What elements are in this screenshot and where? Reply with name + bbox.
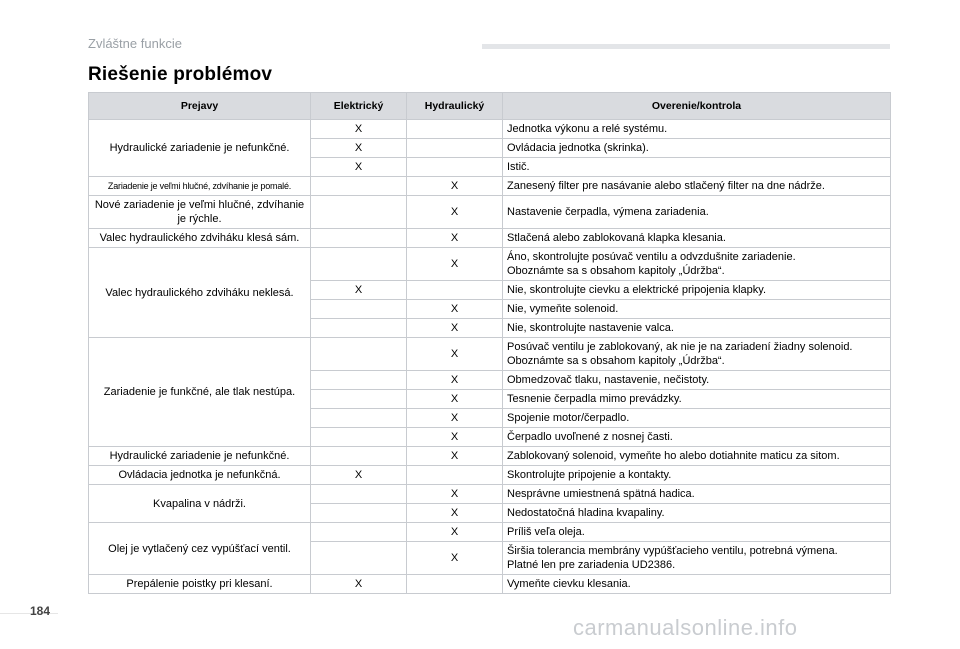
header-rule bbox=[482, 44, 890, 49]
electric-cell: X bbox=[311, 466, 407, 485]
check-text: Vymeňte cievku klesania. bbox=[507, 578, 631, 590]
column-header-check: Overenie/kontrola bbox=[503, 93, 891, 120]
hydraulic-cell: X bbox=[407, 319, 503, 338]
check-cell bbox=[503, 542, 891, 575]
column-header-symptoms: Prejavy bbox=[89, 93, 311, 120]
check-text: Obmedzovač tlaku, nastavenie, nečistoty. bbox=[507, 374, 710, 386]
electric-cell bbox=[311, 338, 407, 371]
electric-cell bbox=[311, 371, 407, 390]
check-text: Príliš veľa oleja. bbox=[507, 526, 585, 538]
table-row bbox=[89, 485, 891, 504]
hydraulic-cell: X bbox=[407, 428, 503, 447]
hydraulic-cell: X bbox=[407, 504, 503, 523]
check-cell bbox=[503, 523, 891, 542]
check-cell bbox=[503, 248, 891, 281]
check-cell bbox=[503, 229, 891, 248]
electric-cell bbox=[311, 196, 407, 229]
table-row bbox=[89, 248, 891, 281]
check-cell bbox=[503, 196, 891, 229]
hydraulic-cell: X bbox=[407, 447, 503, 466]
hydraulic-cell: X bbox=[407, 338, 503, 371]
table-row bbox=[89, 177, 891, 196]
check-text: Ovládacia jednotka (skrinka). bbox=[507, 142, 649, 154]
table-row bbox=[89, 466, 891, 485]
electric-cell bbox=[311, 390, 407, 409]
hydraulic-cell bbox=[407, 158, 503, 177]
symptom-cell: Zariadenie je funkčné, ale tlak nestúpa. bbox=[89, 338, 311, 447]
symptom-cell: Zariadenie je veľmi hlučné, zdvíhanie je pomalé. bbox=[89, 177, 311, 196]
electric-cell bbox=[311, 229, 407, 248]
check-cell bbox=[503, 428, 891, 447]
hydraulic-cell: X bbox=[407, 390, 503, 409]
hydraulic-cell: X bbox=[407, 177, 503, 196]
hydraulic-cell: X bbox=[407, 523, 503, 542]
table-row bbox=[89, 120, 891, 139]
table-row bbox=[89, 338, 891, 371]
hydraulic-cell: X bbox=[407, 300, 503, 319]
check-cell bbox=[503, 139, 891, 158]
symptom-cell: Hydraulické zariadenie je nefunkčné. bbox=[89, 447, 311, 466]
check-cell bbox=[503, 390, 891, 409]
table-row bbox=[89, 447, 891, 466]
symptom-cell: Hydraulické zariadenie je nefunkčné. bbox=[89, 120, 311, 177]
check-text: Jednotka výkonu a relé systému. bbox=[507, 123, 668, 135]
check-cell bbox=[503, 177, 891, 196]
check-text: Nie, skontrolujte nastavenie valca. bbox=[507, 322, 674, 334]
check-text: Istič. bbox=[507, 161, 530, 173]
check-text: Nastavenie čerpadla, výmena zariadenia. bbox=[507, 206, 709, 218]
check-text: Zablokovaný solenoid, vymeňte ho alebo dotiahnite maticu za sitom. bbox=[507, 450, 840, 462]
electric-cell: X bbox=[311, 281, 407, 300]
table-header-row bbox=[89, 93, 891, 120]
check-cell bbox=[503, 371, 891, 390]
electric-cell bbox=[311, 300, 407, 319]
check-text: Posúvač ventilu je zablokovaný, ak nie je na zariadení žiadny solenoid. bbox=[507, 341, 853, 353]
electric-cell: X bbox=[311, 575, 407, 594]
check-text-note: Oboznámte sa s obsahom kapitoly „Údržba“. bbox=[507, 265, 725, 277]
electric-cell bbox=[311, 447, 407, 466]
check-cell bbox=[503, 447, 891, 466]
page-number: 184 bbox=[30, 604, 51, 618]
hydraulic-cell: X bbox=[407, 196, 503, 229]
check-cell bbox=[503, 158, 891, 177]
electric-cell bbox=[311, 319, 407, 338]
symptom-cell: Nové zariadenie je veľmi hlučné, zdvíhanie je rýchle. bbox=[89, 196, 311, 229]
table-row bbox=[89, 575, 891, 594]
hydraulic-cell bbox=[407, 139, 503, 158]
electric-cell bbox=[311, 504, 407, 523]
electric-cell bbox=[311, 485, 407, 504]
electric-cell bbox=[311, 409, 407, 428]
check-text: Nie, skontrolujte cievku a elektrické pripojenia klapky. bbox=[507, 284, 767, 296]
column-header-hydraulic: Hydraulický bbox=[407, 93, 503, 120]
electric-cell bbox=[311, 428, 407, 447]
symptom-cell: Valec hydraulického zdviháku klesá sám. bbox=[89, 229, 311, 248]
electric-cell bbox=[311, 177, 407, 196]
check-cell bbox=[503, 319, 891, 338]
check-text: Zanesený filter pre nasávanie alebo stlačený filter na dne nádrže. bbox=[507, 180, 825, 192]
check-cell bbox=[503, 575, 891, 594]
check-text: Tesnenie čerpadla mimo prevádzky. bbox=[507, 393, 682, 405]
check-text-note: Platné len pre zariadenia UD2386. bbox=[507, 559, 676, 571]
check-cell bbox=[503, 409, 891, 428]
hydraulic-cell bbox=[407, 281, 503, 300]
check-cell bbox=[503, 338, 891, 371]
electric-cell bbox=[311, 542, 407, 575]
check-cell bbox=[503, 504, 891, 523]
hydraulic-cell: X bbox=[407, 229, 503, 248]
symptom-cell: Valec hydraulického zdviháku neklesá. bbox=[89, 248, 311, 338]
check-text: Širšia tolerancia membrány vypúšťacieho ventilu, potrebná výmena. bbox=[507, 545, 838, 557]
check-text: Áno, skontrolujte posúvač ventilu a odvzdušnite zariadenie. bbox=[507, 251, 796, 263]
electric-cell bbox=[311, 248, 407, 281]
watermark: carmanualsonline.info bbox=[573, 615, 798, 640]
electric-cell: X bbox=[311, 139, 407, 158]
check-text-note: Oboznámte sa s obsahom kapitoly „Údržba“. bbox=[507, 355, 725, 367]
check-cell bbox=[503, 281, 891, 300]
section-label: Zvláštne funkcie bbox=[88, 36, 182, 51]
symptom-cell: Olej je vytlačený cez vypúšťací ventil. bbox=[89, 523, 311, 575]
hydraulic-cell: X bbox=[407, 542, 503, 575]
hydraulic-cell: X bbox=[407, 485, 503, 504]
check-cell bbox=[503, 485, 891, 504]
hydraulic-cell: X bbox=[407, 409, 503, 428]
hydraulic-cell bbox=[407, 466, 503, 485]
check-text: Stlačená alebo zablokovaná klapka klesania. bbox=[507, 232, 726, 244]
check-cell bbox=[503, 466, 891, 485]
symptom-cell: Ovládacia jednotka je nefunkčná. bbox=[89, 466, 311, 485]
symptom-cell: Prepálenie poistky pri klesaní. bbox=[89, 575, 311, 594]
table-body bbox=[89, 120, 891, 594]
electric-cell: X bbox=[311, 158, 407, 177]
check-text: Nedostatočná hladina kvapaliny. bbox=[507, 507, 665, 519]
table-row bbox=[89, 229, 891, 248]
hydraulic-cell bbox=[407, 120, 503, 139]
check-cell bbox=[503, 120, 891, 139]
table-row bbox=[89, 523, 891, 542]
hydraulic-cell: X bbox=[407, 371, 503, 390]
hydraulic-cell bbox=[407, 575, 503, 594]
electric-cell bbox=[311, 523, 407, 542]
check-cell bbox=[503, 300, 891, 319]
check-text: Nie, vymeňte solenoid. bbox=[507, 303, 619, 315]
table-row bbox=[89, 196, 891, 229]
column-header-electric: Elektrický bbox=[311, 93, 407, 120]
check-text: Nesprávne umiestnená spätná hadica. bbox=[507, 488, 695, 500]
check-text: Čerpadlo uvoľnené z nosnej časti. bbox=[507, 431, 673, 443]
page-title: Riešenie problémov bbox=[88, 64, 273, 85]
troubleshooting-table bbox=[88, 92, 891, 594]
check-text: Skontrolujte pripojenie a kontakty. bbox=[507, 469, 672, 481]
check-text: Spojenie motor/čerpadlo. bbox=[507, 412, 630, 424]
hydraulic-cell: X bbox=[407, 248, 503, 281]
symptom-cell: Kvapalina v nádrži. bbox=[89, 485, 311, 523]
electric-cell: X bbox=[311, 120, 407, 139]
